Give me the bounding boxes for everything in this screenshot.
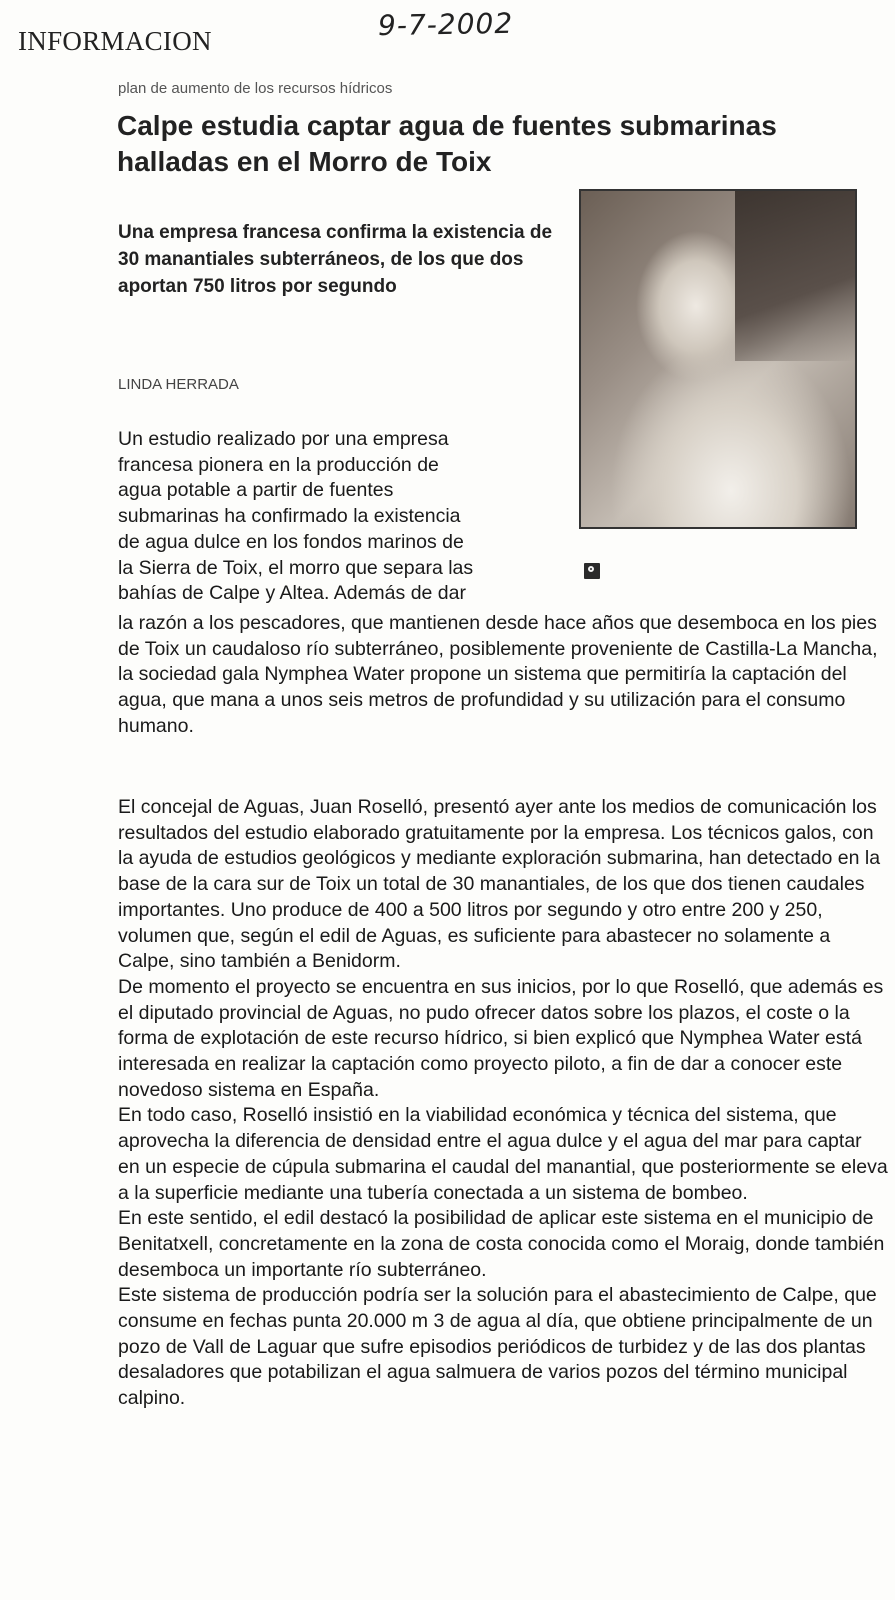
intro-line: la Sierra de Toix, el morro que separa las bbox=[118, 556, 474, 579]
body-paragraph: El concejal de Aguas, Juan Roselló, presentó ayer ante los medios de comunicación los resultados del estudio elaborado gratuitamente por la empresa. Los técnicos galos, con la ayuda de estudios geológicos y mediante exploración submarina, han detectado en la base de la cara sur de Toix un total de 30 manantiales, de los que dos tienen caudales importantes. Uno produce de 400 a 500 litros por segundo y otro entre 200 y 250, volumen que, según el edil de Aguas, es suficiente para abastecer no solamente a Calpe, sino también a Benidorm. bbox=[118, 796, 881, 973]
intro-line: de agua dulce en los fondos marinos de bbox=[118, 530, 464, 553]
article-body bbox=[118, 795, 888, 1412]
body-paragraph: Este sistema de producción podría ser la solución para el abastecimiento de Calpe, que consume en fechas punta 20.000 m 3 de agua al día, que obtiene principalmente de un pozo de Vall de Laguar que sufre episodios periódicos de turbidez y de las dos plantas desaladores que potabilizan el agua salmuera de varios pozos del término municipal calpino. bbox=[118, 1284, 877, 1410]
intro-line: agua potable a partir de fuentes bbox=[118, 479, 394, 502]
article-headline: Calpe estudia captar agua de fuentes submarinas halladas en el Morro de Toix bbox=[117, 110, 777, 177]
intro-continuation: la razón a los pescadores, que mantienen desde hace años que desemboca en los pies de Toix un caudaloso río subterráneo, posiblemente proveniente de Castilla-La Mancha, la sociedad gala Nymphea Water propone un sistema que permitiría la captación del agua, que mana a unos seis metros de profundidad y su utilización para el consumo humano. bbox=[118, 612, 878, 737]
magnify-icon[interactable] bbox=[584, 563, 600, 579]
newspaper-masthead: INFORMACION bbox=[18, 26, 212, 56]
handwritten-date: 9-7-2002 bbox=[377, 6, 514, 43]
article-subhead: Una empresa francesa confirma la existencia de 30 manantiales subterráneos, de los que dos aportan 750 litros por segundo bbox=[118, 222, 553, 297]
article-byline: LINDA HERRADA bbox=[118, 376, 239, 393]
article-photo bbox=[579, 189, 857, 529]
intro-line: bahías de Calpe y Altea. Además de dar bbox=[118, 582, 466, 605]
intro-paragraph bbox=[118, 427, 578, 607]
intro-line: submarinas ha confirmado la existencia bbox=[118, 505, 461, 528]
intro-line: francesa pionera en la producción de bbox=[118, 453, 439, 476]
body-paragraph: En este sentido, el edil destacó la posibilidad de aplicar este sistema en el municipio de Benitatxell, concretamente en la zona de costa conocida como el Moraig, donde también desemboca un importante río subterráneo. bbox=[118, 1207, 885, 1281]
article-kicker: plan de aumento de los recursos hídricos bbox=[118, 80, 393, 97]
intro-line: Un estudio realizado por una empresa bbox=[118, 428, 449, 450]
body-paragraph: De momento el proyecto se encuentra en sus inicios, por lo que Roselló, que además es el diputado provincial de Aguas, no pudo ofrecer datos sobre los plazos, el coste o la forma de explotación de este recurso hídrico, si bien explicó que Nymphea Water está interesada en realizar la captación como proyecto piloto, a fin de dar a conocer este novedoso sistema en España. bbox=[118, 975, 884, 1101]
body-paragraph: En todo caso, Roselló insistió en la viabilidad económica y técnica del sistema, que aprovecha la diferencia de densidad entre el agua dulce y el agua del mar para captar en un especie de cúpula submarina el caudal del manantial, que posteriormente se eleva a la superficie mediante una tubería conectada a un sistema de bombeo. bbox=[118, 1104, 888, 1204]
